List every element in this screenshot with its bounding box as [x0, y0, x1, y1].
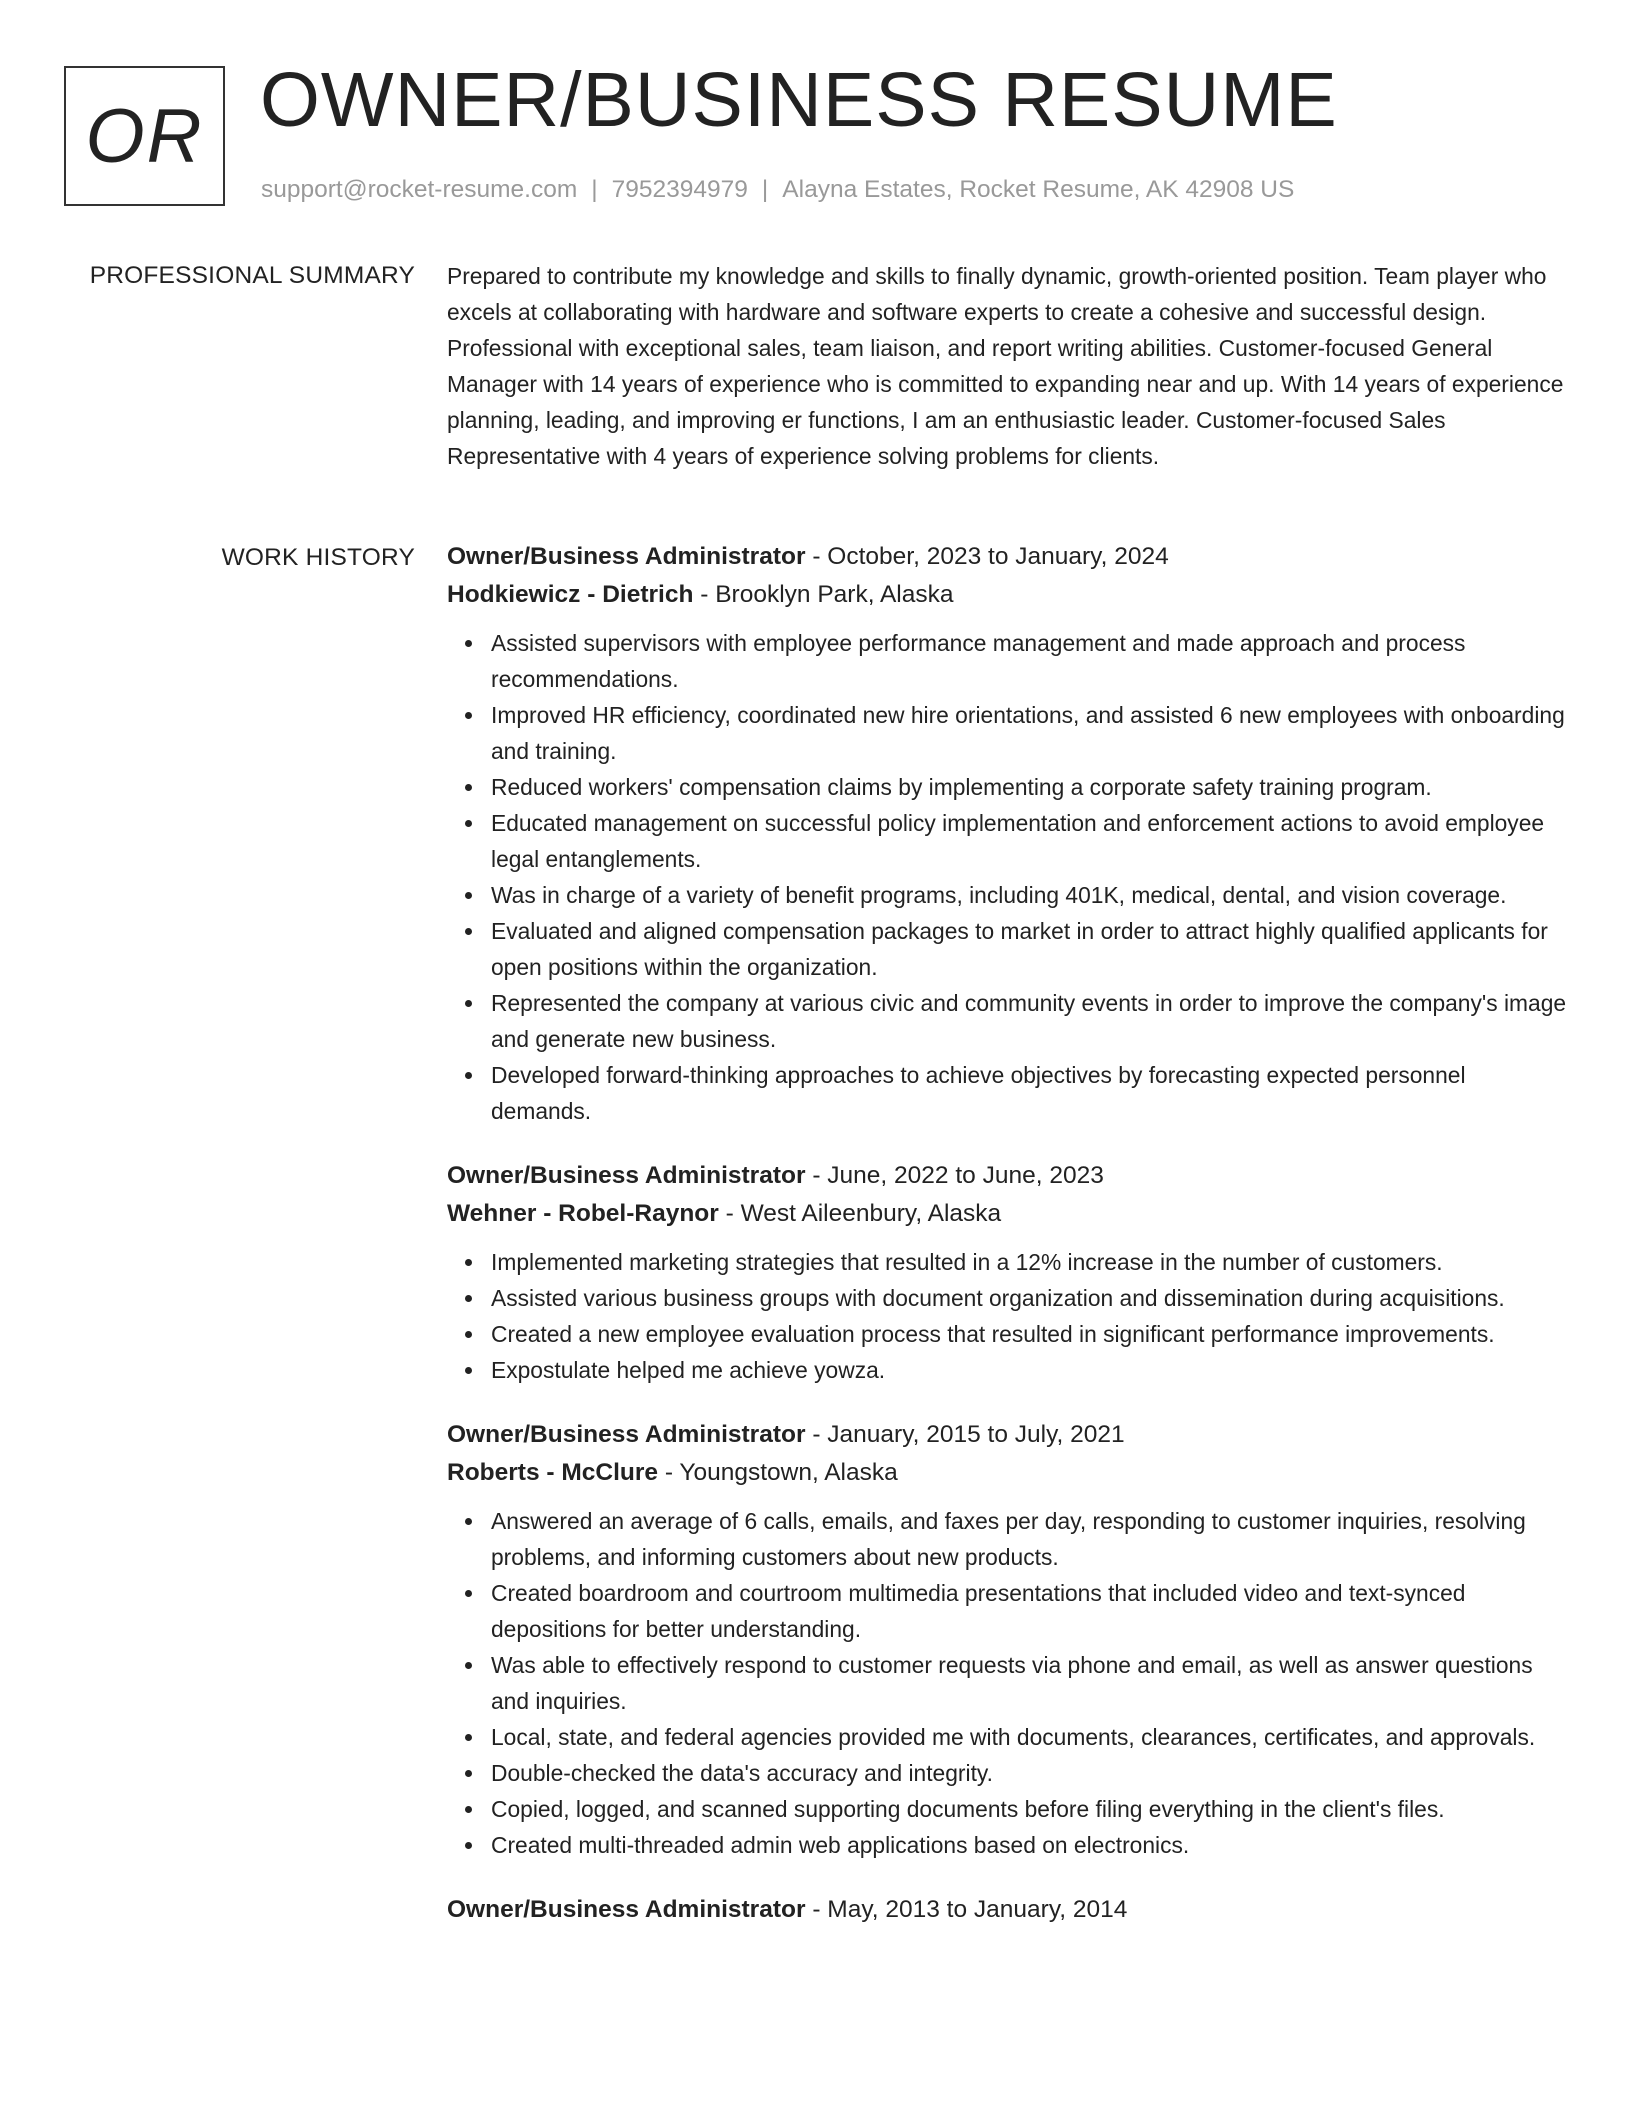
- contact-phone: 7952394979: [611, 176, 748, 203]
- resume-title: OWNER/BUSINESS RESUME: [260, 57, 1338, 143]
- job-bullet: Created boardroom and courtroom multimedia presentations that included video and text-synced depositions for better understanding.: [491, 1575, 1567, 1647]
- job-company: Hodkiewicz - Dietrich: [447, 581, 694, 608]
- job-bullet: Improved HR efficiency, coordinated new hire orientations, and assisted 6 new employees with onboarding and training.: [491, 697, 1567, 769]
- job-title: Owner/Business Administrator: [447, 1896, 806, 1923]
- contact-separator: |: [761, 176, 769, 203]
- job-bullet: Implemented marketing strategies that resulted in a 12% increase in the number of customers.: [491, 1244, 1567, 1280]
- job-title: Owner/Business Administrator: [447, 543, 806, 570]
- work-history-label: WORK HISTORY: [221, 544, 415, 571]
- contact-separator: |: [591, 176, 598, 203]
- job-title-line: [447, 1157, 1567, 1195]
- summary-text: Prepared to contribute my knowledge and skills to finally dynamic, growth-oriented position. Team player who excels at collaborating with hardware and software experts to create a cohesive and successful design. Professional with exceptional sales, team liaison, and report writing abilities. Customer-focused General Manager with 14 years of experience who is committed to expanding near and up. With 14 years of experience planning, leading, and improving er functions, I am an enthusiastic leader. Customer-focused Sales Representative with 4 years of experience solving problems for clients.: [447, 263, 1564, 469]
- contact-email: support@rocket-resume.com: [261, 176, 578, 203]
- job-bullet: Created multi-threaded admin web applications based on electronics.: [491, 1827, 1567, 1863]
- job-bullet: Assisted various business groups with document organization and dissemination during acquisitions.: [491, 1280, 1567, 1316]
- resume-header: [64, 57, 1564, 214]
- job-bullet: Copied, logged, and scanned supporting documents before filing everything in the client's files.: [491, 1791, 1567, 1827]
- job-bullet-list: [447, 1244, 1567, 1388]
- job-bullet: Assisted supervisors with employee performance management and made approach and process recommendations.: [491, 625, 1567, 697]
- job-company-line: [447, 576, 1567, 614]
- job-title-line: [447, 1416, 1567, 1454]
- job-bullet: Reduced workers' compensation claims by implementing a corporate safety training program.: [491, 769, 1567, 805]
- job-dates: - October, 2023 to January, 2024: [805, 543, 1169, 570]
- job-bullet: Answered an average of 6 calls, emails, and faxes per day, responding to customer inquiries, resolving problems, and informing customers about new products.: [491, 1503, 1567, 1575]
- job-bullet-list: [447, 1503, 1567, 1863]
- job-company-line: [447, 1195, 1567, 1233]
- job-entry: [447, 1891, 1567, 1929]
- job-entry: [447, 538, 1567, 1129]
- job-company-line: [447, 1454, 1567, 1492]
- job-entry: [447, 1157, 1567, 1388]
- job-bullet: Created a new employee evaluation process that resulted in significant performance improvements.: [491, 1316, 1567, 1352]
- job-bullet: Was able to effectively respond to customer requests via phone and email, as well as answer questions and inquiries.: [491, 1647, 1567, 1719]
- job-dates: - May, 2013 to January, 2014: [805, 1896, 1128, 1923]
- summary-body: [447, 262, 1567, 474]
- job-bullet: Expostulate helped me achieve yowza.: [491, 1352, 1567, 1388]
- job-title: Owner/Business Administrator: [447, 1162, 806, 1189]
- job-company: Wehner - Robel-Raynor: [447, 1200, 719, 1227]
- job-bullet-list: [447, 625, 1567, 1129]
- job-dates: - January, 2015 to July, 2021: [805, 1421, 1125, 1448]
- job-bullet: Double-checked the data's accuracy and integrity.: [491, 1755, 1567, 1791]
- job-bullet: Was in charge of a variety of benefit programs, including 401K, medical, dental, and vision coverage.: [491, 877, 1567, 913]
- job-bullet: Local, state, and federal agencies provided me with documents, clearances, certificates, and approvals.: [491, 1719, 1567, 1755]
- contact-line: [261, 176, 1294, 204]
- job-bullet: Represented the company at various civic and community events in order to improve the company's image and generate new business.: [491, 985, 1567, 1057]
- work-history-body: [447, 544, 1567, 1963]
- job-location: - West Aileenbury, Alaska: [718, 1200, 1002, 1227]
- job-bullet: Educated management on successful policy implementation and enforcement actions to avoid employee legal entanglements.: [491, 805, 1567, 877]
- job-bullet: Developed forward-thinking approaches to achieve objectives by forecasting expected personnel demands.: [491, 1057, 1567, 1129]
- job-title-line: [447, 1891, 1567, 1929]
- job-location: - Youngstown, Alaska: [658, 1459, 898, 1486]
- summary-label: PROFESSIONAL SUMMARY: [89, 262, 415, 289]
- contact-address: Alayna Estates, Rocket Resume, AK 42908 US: [782, 176, 1295, 203]
- job-dates: - June, 2022 to June, 2023: [805, 1162, 1104, 1189]
- job-title: Owner/Business Administrator: [447, 1421, 806, 1448]
- monogram-logo: OR: [64, 66, 225, 206]
- job-title-line: [447, 538, 1567, 576]
- job-company: Roberts - McClure: [447, 1459, 659, 1486]
- job-bullet: Evaluated and aligned compensation packages to market in order to attract highly qualified applicants for open positions within the organization.: [491, 913, 1567, 985]
- job-location: - Brooklyn Park, Alaska: [693, 581, 954, 608]
- job-entry: [447, 1416, 1567, 1863]
